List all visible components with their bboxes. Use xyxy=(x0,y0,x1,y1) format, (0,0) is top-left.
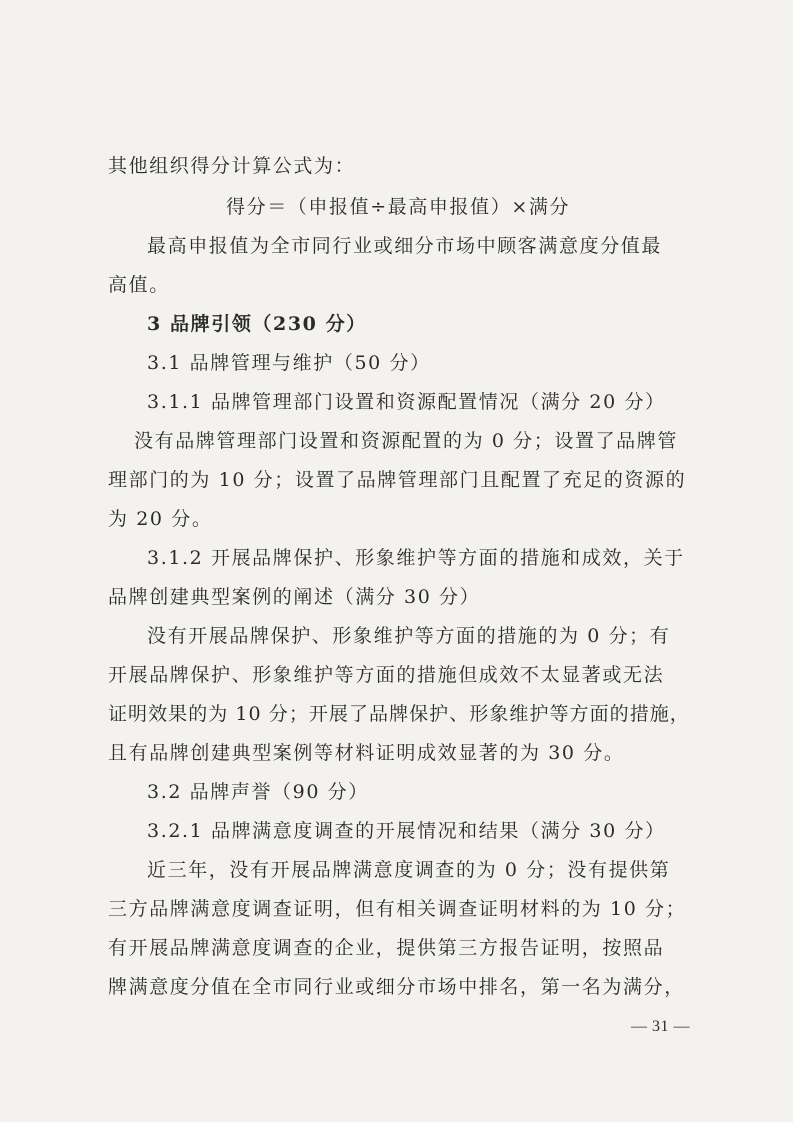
text-line: 且有品牌创建典型案例等材料证明成效显著的为 30 分。 xyxy=(108,742,625,764)
text-line: 理部门的为 10 分；设置了品牌管理部门且配置了充足的资源的 xyxy=(108,469,687,491)
text-line: 最高申报值为全市同行业或细分市场中顾客满意度分值最 xyxy=(147,235,663,257)
subsection-heading: 3.2 品牌声誉（90 分） xyxy=(147,781,369,803)
item-heading: 3.2.1 品牌满意度调查的开展情况和结果（满分 30 分） xyxy=(147,820,666,842)
formula-line: 得分＝（申报值÷最高申报值）×满分 xyxy=(226,196,571,218)
text-line: 没有品牌管理部门设置和资源配置的为 0 分；设置了品牌管 xyxy=(134,430,678,452)
text-line: 牌满意度分值在全市同行业或细分市场中排名，第一名为满分， xyxy=(108,976,685,998)
text-line: 没有开展品牌保护、形象维护等方面的措施的为 0 分；有 xyxy=(147,625,671,647)
page-number: — 31 — xyxy=(631,1018,690,1035)
subsection-heading: 3.1 品牌管理与维护（50 分） xyxy=(147,352,431,374)
item-heading: 3.1.1 品牌管理部门设置和资源配置情况（满分 20 分） xyxy=(147,391,666,413)
text-line: 高值。 xyxy=(108,274,170,296)
text-line: 证明效果的为 10 分；开展了品牌保护、形象维护等方面的措施， xyxy=(108,703,690,725)
item-heading: 品牌创建典型案例的阐述（满分 30 分） xyxy=(108,586,481,608)
text-line: 开展品牌保护、形象维护等方面的措施但成效不太显著或无法 xyxy=(108,664,665,686)
text-line: 其他组织得分计算公式为： xyxy=(108,155,356,177)
text-line: 近三年，没有开展品牌满意度调查的为 0 分；没有提供第 xyxy=(147,859,671,881)
text-line: 三方品牌满意度调查证明，但有相关调查证明材料的为 10 分； xyxy=(108,898,687,920)
text-line: 为 20 分。 xyxy=(108,508,213,530)
section-heading: 3 品牌引领（230 分） xyxy=(147,313,367,335)
text-line: 有开展品牌满意度调查的企业，提供第三方报告证明，按照品 xyxy=(108,937,665,959)
item-heading: 3.1.2 开展品牌保护、形象维护等方面的措施和成效，关于 xyxy=(147,547,685,569)
